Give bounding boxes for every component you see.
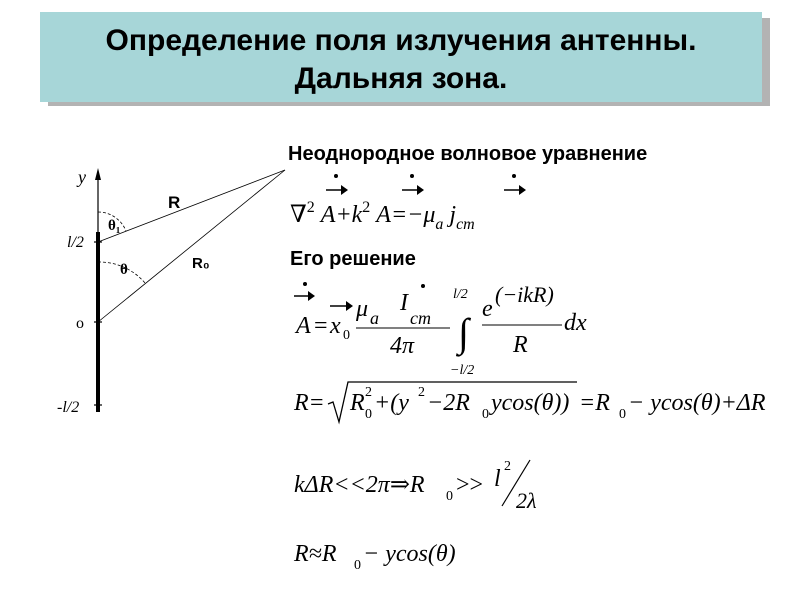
k-power: 2 [362, 199, 371, 216]
label-minus-l-half: -l/2 [57, 399, 80, 416]
distance-equals-R0: =R [579, 390, 610, 416]
antenna-diagram [40, 150, 290, 420]
title-box [40, 12, 762, 102]
nabla-power: 2 [306, 199, 315, 216]
slide-title: Определение поля излучения антенны. [105, 24, 697, 57]
distance-R: R [294, 390, 309, 416]
label-l-half: l/2 [67, 234, 84, 251]
label-R: R [168, 193, 181, 212]
slide-subtitle: Дальняя зона. [294, 62, 508, 95]
nabla-symbol: ∇ [290, 202, 307, 228]
condition-lhs: kΔR<<2π⇒R [294, 472, 425, 498]
integral-upper: l/2 [453, 287, 468, 302]
condition-l: l [494, 466, 501, 492]
label-origin: o [76, 315, 84, 332]
solution-mu: μ [356, 296, 369, 322]
solution-exponent: (−ikR) [495, 282, 554, 307]
solution-equation [290, 278, 620, 378]
condition-l-power: 2 [504, 459, 511, 474]
distance-equals: = [310, 390, 324, 416]
y-axis-arrow [95, 168, 101, 180]
solution-exp-base: e [482, 296, 493, 322]
solution-denominator-R: R [513, 332, 528, 358]
condition-much-greater: >> [456, 472, 484, 498]
sqrt-minus-2R: −2R [427, 390, 470, 416]
solution-I-sub: cm [410, 308, 431, 328]
ray-R [98, 170, 285, 242]
solution-equals: = [314, 313, 328, 339]
solution-heading: Его решение [290, 248, 416, 270]
distance-equation [290, 378, 795, 428]
solution-denominator: 4π [390, 333, 415, 359]
integral-sign: ∫ [458, 310, 469, 355]
condition-R0-sub: 0 [446, 489, 453, 504]
distance-R0-sub: 0 [619, 407, 626, 422]
solution-x-sub: 0 [343, 328, 350, 343]
label-theta1: θ₁ [108, 218, 121, 234]
sqrt-R0-power: 2 [365, 385, 372, 400]
condition-denominator: 2λ [516, 488, 537, 513]
wave-equation-heading: Неоднородное волновое уравнение [288, 143, 648, 165]
sqrt-R0-sub: 0 [365, 407, 372, 422]
farzone-condition [290, 458, 590, 518]
vector-A-second: A [376, 202, 391, 228]
solution-I: I [400, 290, 408, 316]
solution-A: A [296, 313, 311, 339]
sqrt-y-power: 2 [418, 385, 425, 400]
y-axis-label: y [78, 167, 86, 187]
current-j: j [449, 202, 457, 228]
integral-lower: −l/2 [450, 363, 475, 378]
sqrt-ycos: ycos(θ)) [491, 390, 570, 416]
j-subscript: cm [456, 216, 475, 233]
sqrt-plus-y: +(y [374, 390, 409, 416]
approx-rhs: − ycos(θ) [363, 541, 456, 567]
sqrt-R0-sub-2: 0 [482, 407, 489, 422]
mu-subscript: a [435, 216, 444, 233]
wave-vector-marks [320, 168, 580, 198]
sqrt-R0: R [350, 390, 365, 416]
approx-R0-sub: 0 [354, 558, 361, 573]
solution-x: x [330, 313, 341, 339]
vector-A: A [320, 202, 336, 228]
solution-dx: dx [564, 310, 587, 336]
distance-rhs: − ycos(θ)+ΔR [628, 390, 766, 416]
approximation [290, 535, 490, 575]
label-R0: R₀ [192, 255, 210, 272]
label-theta: θ [120, 262, 128, 278]
term-mu: =−μ [390, 202, 436, 228]
wave-equation [290, 199, 475, 233]
ray-R0 [98, 170, 285, 322]
term-k: +k [335, 202, 363, 228]
approx-lhs: R≈R [294, 541, 337, 567]
solution-mu-sub: a [370, 308, 379, 328]
